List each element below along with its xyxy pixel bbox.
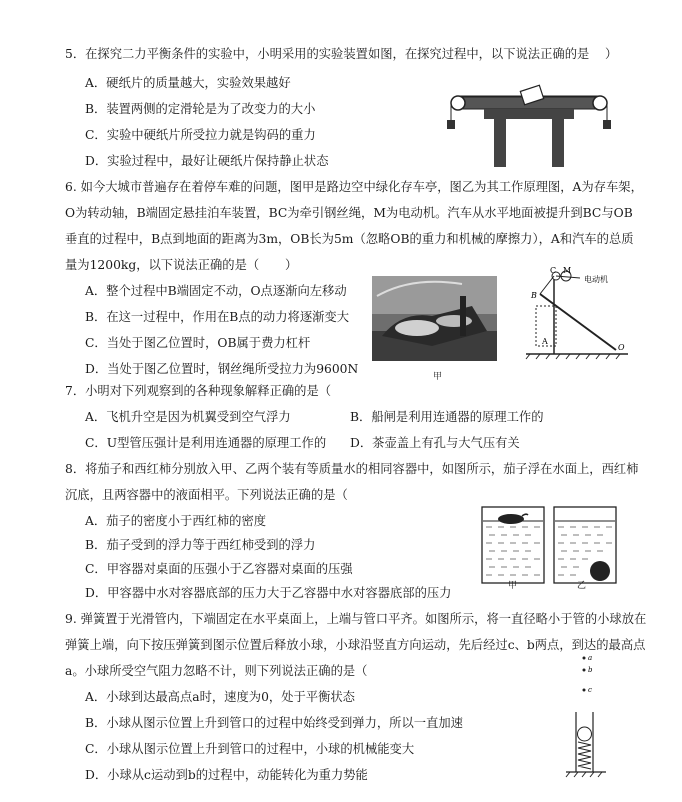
label-b: B [531, 291, 537, 300]
label-b: b [588, 666, 593, 674]
label-c: C [550, 266, 557, 275]
q8-option-c: C．甲容器对桌面的压强小于乙容器对桌面的压强 [85, 562, 353, 576]
q7-option-b: B．船闸是利用连通器的原理工作的 [350, 410, 544, 424]
q5-option-d: D．实验过程中，最好让硬纸片保持静止状态 [85, 154, 329, 168]
parking-lever-diagram [520, 266, 632, 360]
q5-stem: 5．在探究二力平衡条件的实验中，小明采用的实验装置如图，在探究过程中，以下说法正确的是 [65, 47, 590, 61]
q8-option-d: D．甲容器中水对容器底部的压力大于乙容器中水对容器底部的压力 [85, 586, 452, 600]
spring-tube-figure [566, 650, 616, 780]
label-motor: 电动机 [584, 275, 608, 284]
q9-option-d: D．小球从c运动到b的过程中，动能转化为重力势能 [85, 768, 368, 782]
label-o: O [618, 343, 625, 352]
q8-option-b: B．茄子受到的浮力等于西红柿受到的浮力 [85, 538, 316, 552]
q9-option-a: A．小球到达最高点a时，速度为0，处于平衡状态 [85, 690, 355, 704]
q8-stem-line-1: 8．将茄子和西红柿分别放入甲、乙两个装有等质量水的相同容器中，如图所示，茄子浮在水面上，西红柿 [65, 462, 639, 476]
label-m: M [563, 266, 572, 275]
q6-option-d: D．当处于图乙位置时，钢丝绳所受拉力为9600N [85, 362, 359, 376]
parking-tower-photo [372, 276, 497, 361]
q7-option-a: A．飞机升空是因为机翼受到空气浮力 [85, 410, 291, 424]
q6-option-c: C．当处于图乙位置时，OB属于费力杠杆 [85, 336, 311, 350]
q9-stem-line-2: 弹簧上端，向下按压弹簧到图示位置后释放小球，小球沿竖直方向运动，先后经过c、b两点，到达的最高点 [65, 638, 646, 652]
q6-paren: ） [285, 258, 298, 272]
figure-jia-label-q8: 甲 [508, 581, 518, 591]
q6-stem-line-2: O为转动轴，B端固定悬挂泊车装置，BC为牵引钢丝绳，M为电动机。汽车从水平地面被提升到BC与OB [65, 206, 633, 220]
q6-option-a: A．整个过程中B端固定不动，O点逐渐向左移动 [85, 284, 347, 298]
q6-stem-line-3: 垂直的过程中，B点到地面的距离为3m，OB长为5m（忽略OB的重力和机械的摩擦力），A和汽车的总质 [65, 232, 634, 246]
label-a: a [588, 654, 593, 662]
q8-option-a: A．茄子的密度小于西红柿的密度 [85, 514, 267, 528]
q5-option-a: A．硬纸片的质量越大，实验效果越好 [85, 76, 291, 90]
label-c: c [588, 686, 592, 694]
q5-paren: ） [605, 47, 618, 61]
q6-option-b: B．在这一过程中，作用在B点的动力将逐渐变大 [85, 310, 350, 324]
containers-figure [478, 505, 628, 593]
q9-stem-line-3: a。小球所受空气阻力忽略不计，则下列说法正确的是（ [65, 664, 368, 678]
figure-yi-label-q8: 乙 [577, 581, 587, 591]
q7-stem: 7．小明对下列观察到的各种现象解释正确的是（ [65, 384, 332, 398]
q7-option-c: C．U型管压强计是利用连通器的原理工作的 [85, 436, 327, 450]
balance-apparatus-figure [440, 82, 620, 172]
q7-option-d: D．茶壶盖上有孔与大气压有关 [350, 436, 520, 450]
q9-stem-line-1: 9. 弹簧置于光滑管内，下端固定在水平桌面上，上端与管口平齐。如图所示，将一直径略小于管的小球放在 [65, 612, 647, 626]
q6-stem-line-4: 量为1200kg，以下说法正确的是（ [65, 258, 260, 272]
q9-option-c: C．小球从图示位置上升到管口的过程中，小球的机械能变大 [85, 742, 415, 756]
label-a: A [542, 337, 548, 346]
q6-stem-line-1: 6. 如今大城市普遍存在着停车难的问题，图甲是路边空中绿化存车亭，图乙为其工作原理图，A为存车架， [65, 180, 643, 194]
q5-option-b: B．装置两侧的定滑轮是为了改变力的大小 [85, 102, 316, 116]
q9-option-b: B．小球从图示位置上升到管口的过程中始终受到弹力，所以一直加速 [85, 716, 463, 730]
figure-jia-label: 甲 [433, 372, 443, 382]
q5-option-c: C．实验中硬纸片所受拉力就是钩码的重力 [85, 128, 316, 142]
q8-stem-line-2: 沉底，且两容器中的液面相平。下列说法正确的是（ [65, 488, 348, 502]
